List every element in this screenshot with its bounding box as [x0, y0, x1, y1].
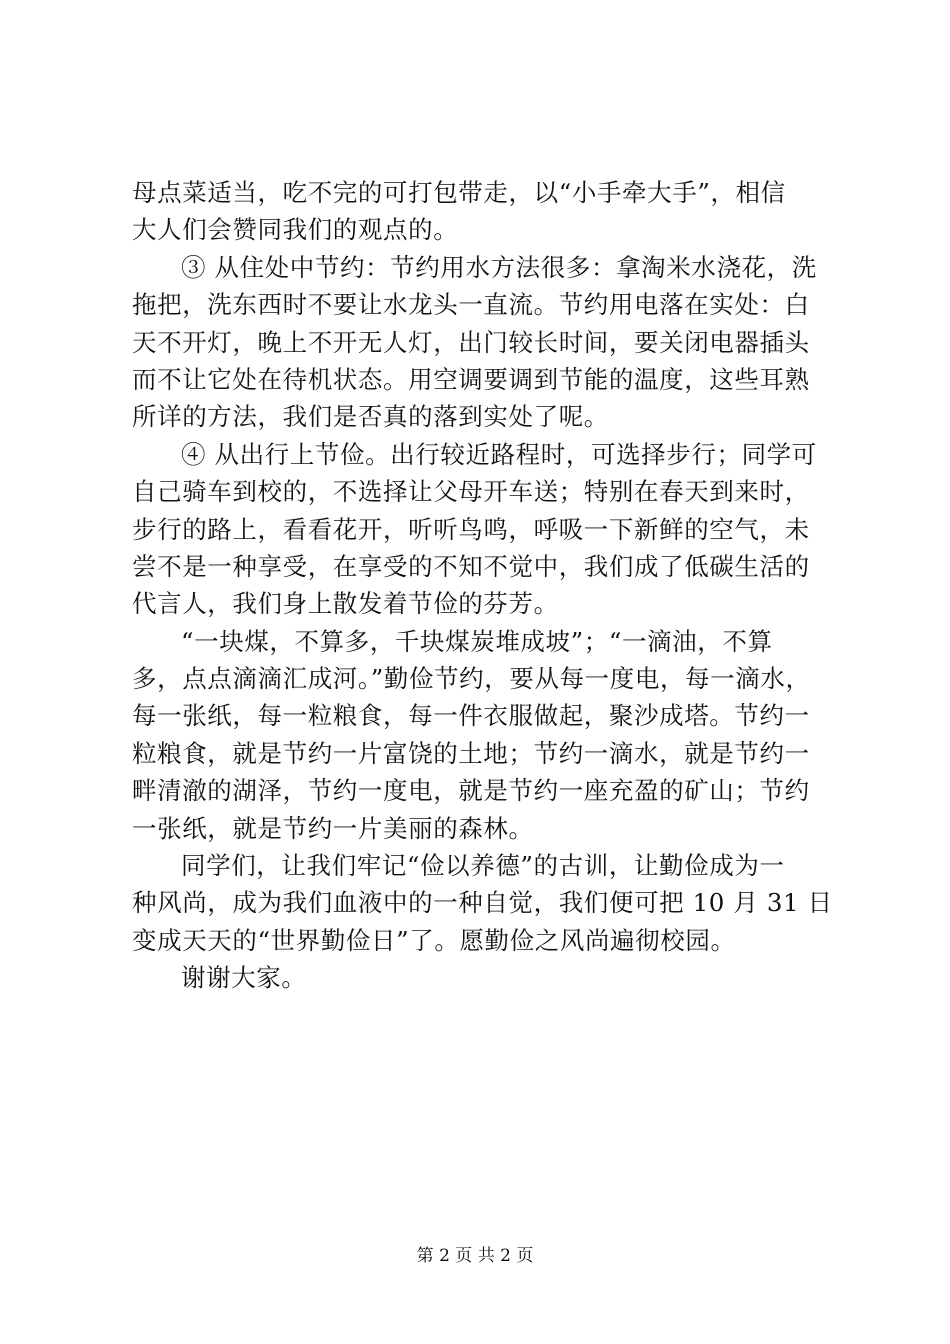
text-line: 拖把，洗东西时不要让水龙头一直流。节约用电落在实处：白 — [132, 290, 810, 320]
page-footer: 第 2 页 共 2 页 — [416, 1246, 534, 1266]
document-body — [132, 174, 832, 997]
text-line: ③ 从住处中节约：节约用水方法很多：拿淘米水浇花，洗 — [181, 252, 817, 282]
text-line: 同学们，让我们牢记“俭以养德”的古训，让勤俭成为一 — [181, 851, 785, 881]
text-line: 母点菜适当，吃不完的可打包带走，以“小手牵大手”，相信 — [132, 178, 786, 207]
text-line: ④ 从出行上节俭。出行较近路程时，可选择步行；同学可 — [181, 439, 817, 469]
text-line: 所详的方法，我们是否真的落到实处了呢。 — [132, 402, 609, 432]
text-line: 尝不是一种享受，在享受的不知不觉中，我们成了低碳生活的 — [132, 551, 810, 581]
text-line: 种风尚，成为我们血液中的一种自觉，我们便可把 10 月 31 日 — [132, 888, 833, 918]
text-line: 变成天天的“世界勤俭日”了。愿勤俭之风尚遍彻校园。 — [132, 925, 736, 955]
text-line: 步行的路上，看看花开，听听鸟鸣，呼吸一下新鲜的空气，未 — [132, 514, 810, 544]
text-line: 谢谢大家。 — [181, 963, 307, 993]
text-line: 而不让它处在待机状态。用空调要调到节能的温度，这些耳熟 — [132, 364, 810, 394]
text-line: 天不开灯，晚上不开无人灯，出门较长时间，要关闭电器插头 — [132, 327, 810, 357]
text-line: 多，点点滴滴汇成河。”勤俭节约，要从每一度电，每一滴水， — [132, 664, 811, 694]
text-line: 大人们会赞同我们的观点的。 — [132, 215, 459, 245]
text-line: 每一张纸，每一粒粮食，每一件衣服做起，聚沙成塔。节约一 — [132, 701, 810, 731]
text-line: 一张纸，就是节约一片美丽的森林。 — [132, 813, 534, 843]
text-line: “一块煤，不算多，千块煤炭堆成坡”；“一滴油，不算 — [181, 626, 773, 656]
text-line: 粒粮食，就是节约一片富饶的土地；节约一滴水，就是节约一 — [132, 738, 810, 768]
text-line: 畔清澈的湖泽，节约一度电，就是节约一座充盈的矿山；节约 — [132, 776, 810, 806]
text-line: 自己骑车到校的，不选择让父母开车送；特别在春天到来时， — [132, 477, 810, 507]
text-line: 代言人，我们身上散发着节俭的芬芳。 — [132, 589, 559, 619]
